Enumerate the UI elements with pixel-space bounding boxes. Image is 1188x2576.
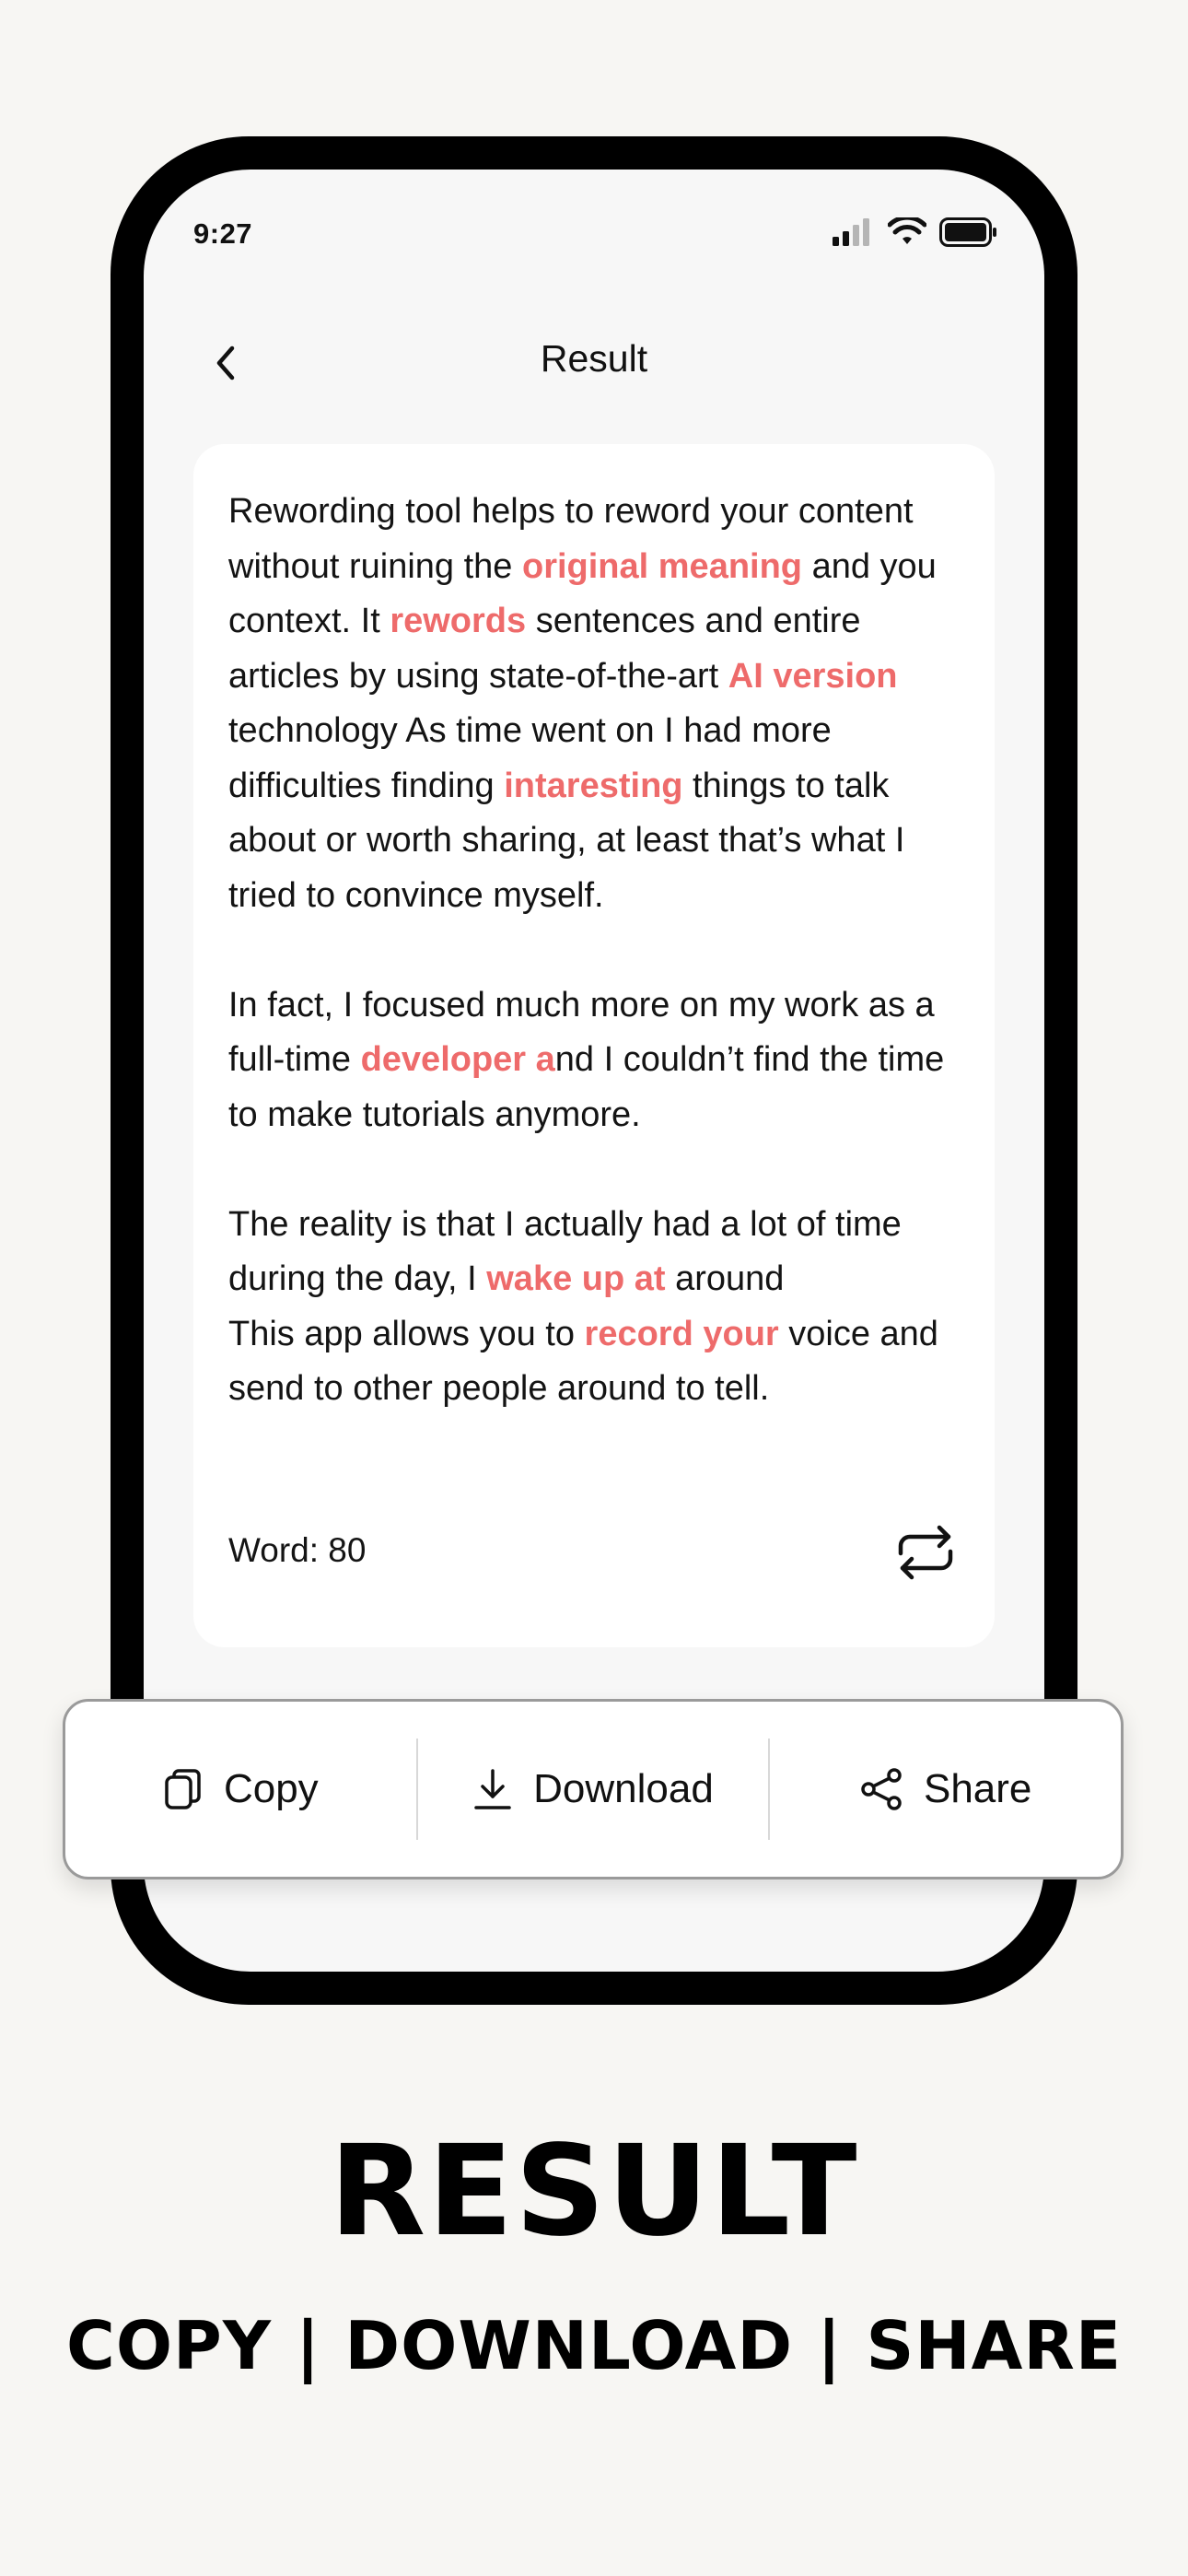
highlighted-phrase: intaresting xyxy=(504,766,683,805)
battery-icon xyxy=(939,217,998,247)
highlighted-phrase: wake up at xyxy=(486,1259,666,1298)
result-paragraph xyxy=(228,1198,965,1417)
page-title: Result xyxy=(540,337,648,380)
text-segment: technology As time went on I had more difficulties finding xyxy=(228,711,832,805)
result-paragraph xyxy=(228,978,965,1143)
highlighted-phrase: record your xyxy=(584,1314,779,1353)
text-segment: voice and send to other people around to tell. xyxy=(228,1314,938,1408)
signal-icon xyxy=(833,218,875,246)
share-icon xyxy=(859,1767,903,1811)
highlighted-phrase: developer a xyxy=(360,1040,555,1079)
result-text xyxy=(228,485,965,1471)
text-segment: The reality is that I actually had a lot of time during the day, I xyxy=(228,1204,902,1298)
text-segment: around xyxy=(665,1259,785,1298)
status-time: 9:27 xyxy=(193,217,253,250)
text-segment: things to talk about or worth sharing, at least that’s what I tried to convince myself. xyxy=(228,766,905,915)
promo-subheadline: COPY | DOWNLOAD | SHARE xyxy=(66,2307,1122,2384)
wifi-icon xyxy=(888,217,926,247)
text-segment: Rewording tool helps to reword your content without ruining the xyxy=(228,492,914,586)
highlighted-phrase: AI version xyxy=(728,656,898,696)
share-label: Share xyxy=(923,1766,1032,1811)
highlighted-phrase: rewords xyxy=(390,602,527,640)
repeat-icon[interactable] xyxy=(891,1518,960,1587)
text-segment: nd I couldn’t find the time to make tutorials anymore. xyxy=(228,1040,945,1134)
share-button[interactable] xyxy=(770,1702,1121,1877)
result-paragraph xyxy=(228,485,965,923)
copy-button[interactable] xyxy=(65,1702,416,1877)
download-icon xyxy=(472,1767,513,1811)
highlighted-phrase: original meaning xyxy=(521,546,803,586)
promo-headline: RESULT xyxy=(329,2119,859,2265)
status-icons xyxy=(833,217,998,247)
action-bar xyxy=(63,1699,1124,1879)
download-label: Download xyxy=(533,1766,714,1811)
download-button[interactable] xyxy=(418,1702,769,1877)
text-segment: and you context. It xyxy=(228,546,937,640)
word-count: Word: 80 xyxy=(228,1531,367,1569)
text-segment: This app allows you to xyxy=(228,1314,585,1353)
copy-icon xyxy=(163,1767,204,1811)
text-segment: sentences and entire articles by using state-of-the-art xyxy=(228,602,861,696)
text-segment: In fact, I focused much more on my work as a full-time xyxy=(228,985,935,1079)
copy-label: Copy xyxy=(223,1766,319,1811)
result-card xyxy=(193,444,995,1647)
